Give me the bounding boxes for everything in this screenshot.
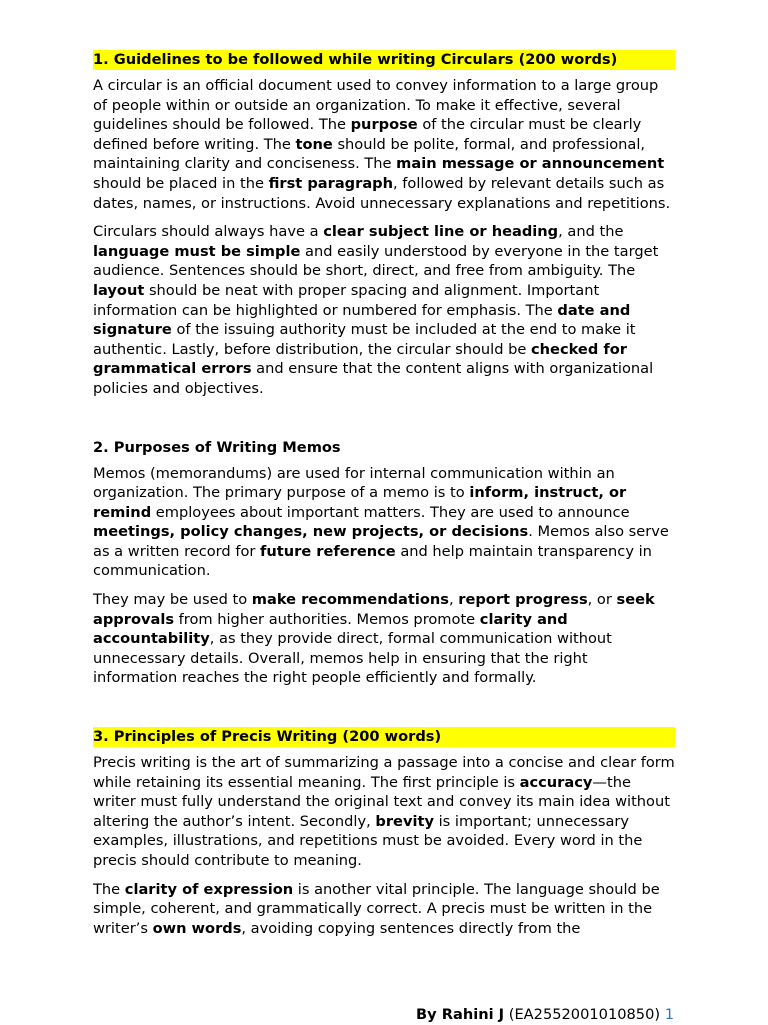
- footer-id: (EA2552001010850): [504, 1006, 665, 1023]
- bold-text: report progress: [458, 591, 588, 609]
- paragraph: [93, 753, 675, 871]
- bold-text: make recommendations: [251, 591, 449, 609]
- bold-text: date and signature: [93, 301, 631, 339]
- text-run: , and the: [558, 223, 624, 241]
- text-run: The: [93, 880, 125, 898]
- text-run: of the issuing authority must be included at the end to make it authentic. Lastly, before distribution, the circular should be: [93, 321, 636, 358]
- text-run: Memos (memorandums) are used for internal communication within an organization. The primary purpose of a memo is to: [93, 464, 615, 502]
- bold-text: seek approvals: [93, 591, 655, 628]
- section-heading: 1. Guidelines to be followed while writing Circulars (200 words): [93, 50, 675, 70]
- section-heading: 2. Purposes of Writing Memos: [93, 438, 341, 456]
- paragraph: [93, 464, 675, 582]
- text-run: should be polite, formal, and professional, maintaining clarity and conciseness. The: [93, 135, 646, 173]
- page-number: 1: [664, 1006, 674, 1023]
- text-run: Precis writing is the art of summarizing a passage into a concise and clear form while retaining its essential meaning. The first principle is: [93, 754, 675, 791]
- bold-text: future reference: [260, 542, 396, 560]
- document-page: [93, 50, 675, 947]
- text-run: employees about important matters. They are used to announce: [151, 503, 630, 521]
- bold-text: clear subject line or heading: [323, 223, 559, 241]
- text-run: , followed by relevant details such as dates, names, or instructions. Avoid unnecessary explanations and repetitions.: [93, 174, 671, 212]
- section-heading: 3. Principles of Precis Writing (200 words): [93, 727, 675, 747]
- section: [93, 50, 675, 399]
- bold-text: layout: [93, 281, 145, 299]
- section: [93, 438, 675, 689]
- text-run: —the writer must fully understand the original text and convey its main idea without altering the author’s intent. Secondly,: [93, 773, 670, 830]
- paragraph: [93, 222, 675, 398]
- text-run: and ensure that the content aligns with organizational policies and objectives.: [93, 360, 654, 397]
- text-run: , as they provide direct, formal communication without unnecessary details. Overall, memos help in ensuring that the right information reaches the right people efficiently and formally.: [93, 630, 612, 687]
- bold-text: tone: [295, 135, 333, 153]
- bold-text: meetings, policy changes, new projects, or decisions: [93, 523, 529, 541]
- text-run: should be placed in the: [93, 174, 269, 192]
- bold-text: language must be simple: [93, 242, 301, 260]
- text-run: Circulars should always have a: [93, 223, 324, 241]
- text-run: , avoiding copying sentences directly from the: [241, 919, 581, 937]
- text-run: is important; unnecessary examples, illustrations, and repetitions must be avoided. Every word in the precis should contribute to meaning.: [93, 812, 643, 869]
- paragraph: [93, 880, 675, 939]
- section-gap: [93, 697, 675, 727]
- page-footer: [416, 1005, 674, 1025]
- section-gap: [93, 408, 675, 438]
- bold-text: clarity of expression: [124, 880, 294, 898]
- paragraph: [93, 76, 675, 213]
- text-run: . Memos also serve as a written record for: [93, 523, 669, 560]
- text-run: They may be used to: [93, 591, 252, 609]
- text-run: from higher authorities. Memos promote: [174, 610, 480, 628]
- text-run: is another vital principle. The language should be simple, coherent, and grammatically correct. A precis must be written in the writer’s: [93, 880, 660, 937]
- bold-text: clarity and accountability: [93, 610, 568, 648]
- section: [93, 727, 675, 938]
- text-run: A circular is an official document used to convey information to a large group of people within or outside an organization. To make it effective, several guidelines should be followed. The: [93, 77, 659, 134]
- text-run: , or: [587, 591, 617, 609]
- paragraph: [93, 590, 675, 688]
- bold-text: checked for grammatical errors: [93, 340, 627, 378]
- bold-text: inform, instruct, or remind: [93, 484, 627, 521]
- bold-text: first paragraph: [268, 174, 394, 192]
- bold-text: main message or announcement: [396, 155, 665, 173]
- text-run: ,: [448, 591, 459, 609]
- bold-text: purpose: [350, 116, 418, 134]
- text-run: should be neat with proper spacing and alignment. Important information can be highlighted or numbered for emphasis. The: [93, 281, 600, 319]
- document-body: [93, 50, 675, 938]
- text-run: and help maintain transparency in communication.: [93, 542, 652, 580]
- bold-text: own words: [152, 919, 242, 937]
- text-run: and easily understood by everyone in the target audience. Sentences should be short, direct, and free from ambiguity. The: [93, 242, 659, 280]
- bold-text: brevity: [375, 812, 434, 830]
- text-run: of the circular must be clearly defined before writing. The: [93, 116, 642, 153]
- footer-author: By Rahini J: [416, 1006, 505, 1023]
- bold-text: accuracy: [519, 773, 593, 791]
